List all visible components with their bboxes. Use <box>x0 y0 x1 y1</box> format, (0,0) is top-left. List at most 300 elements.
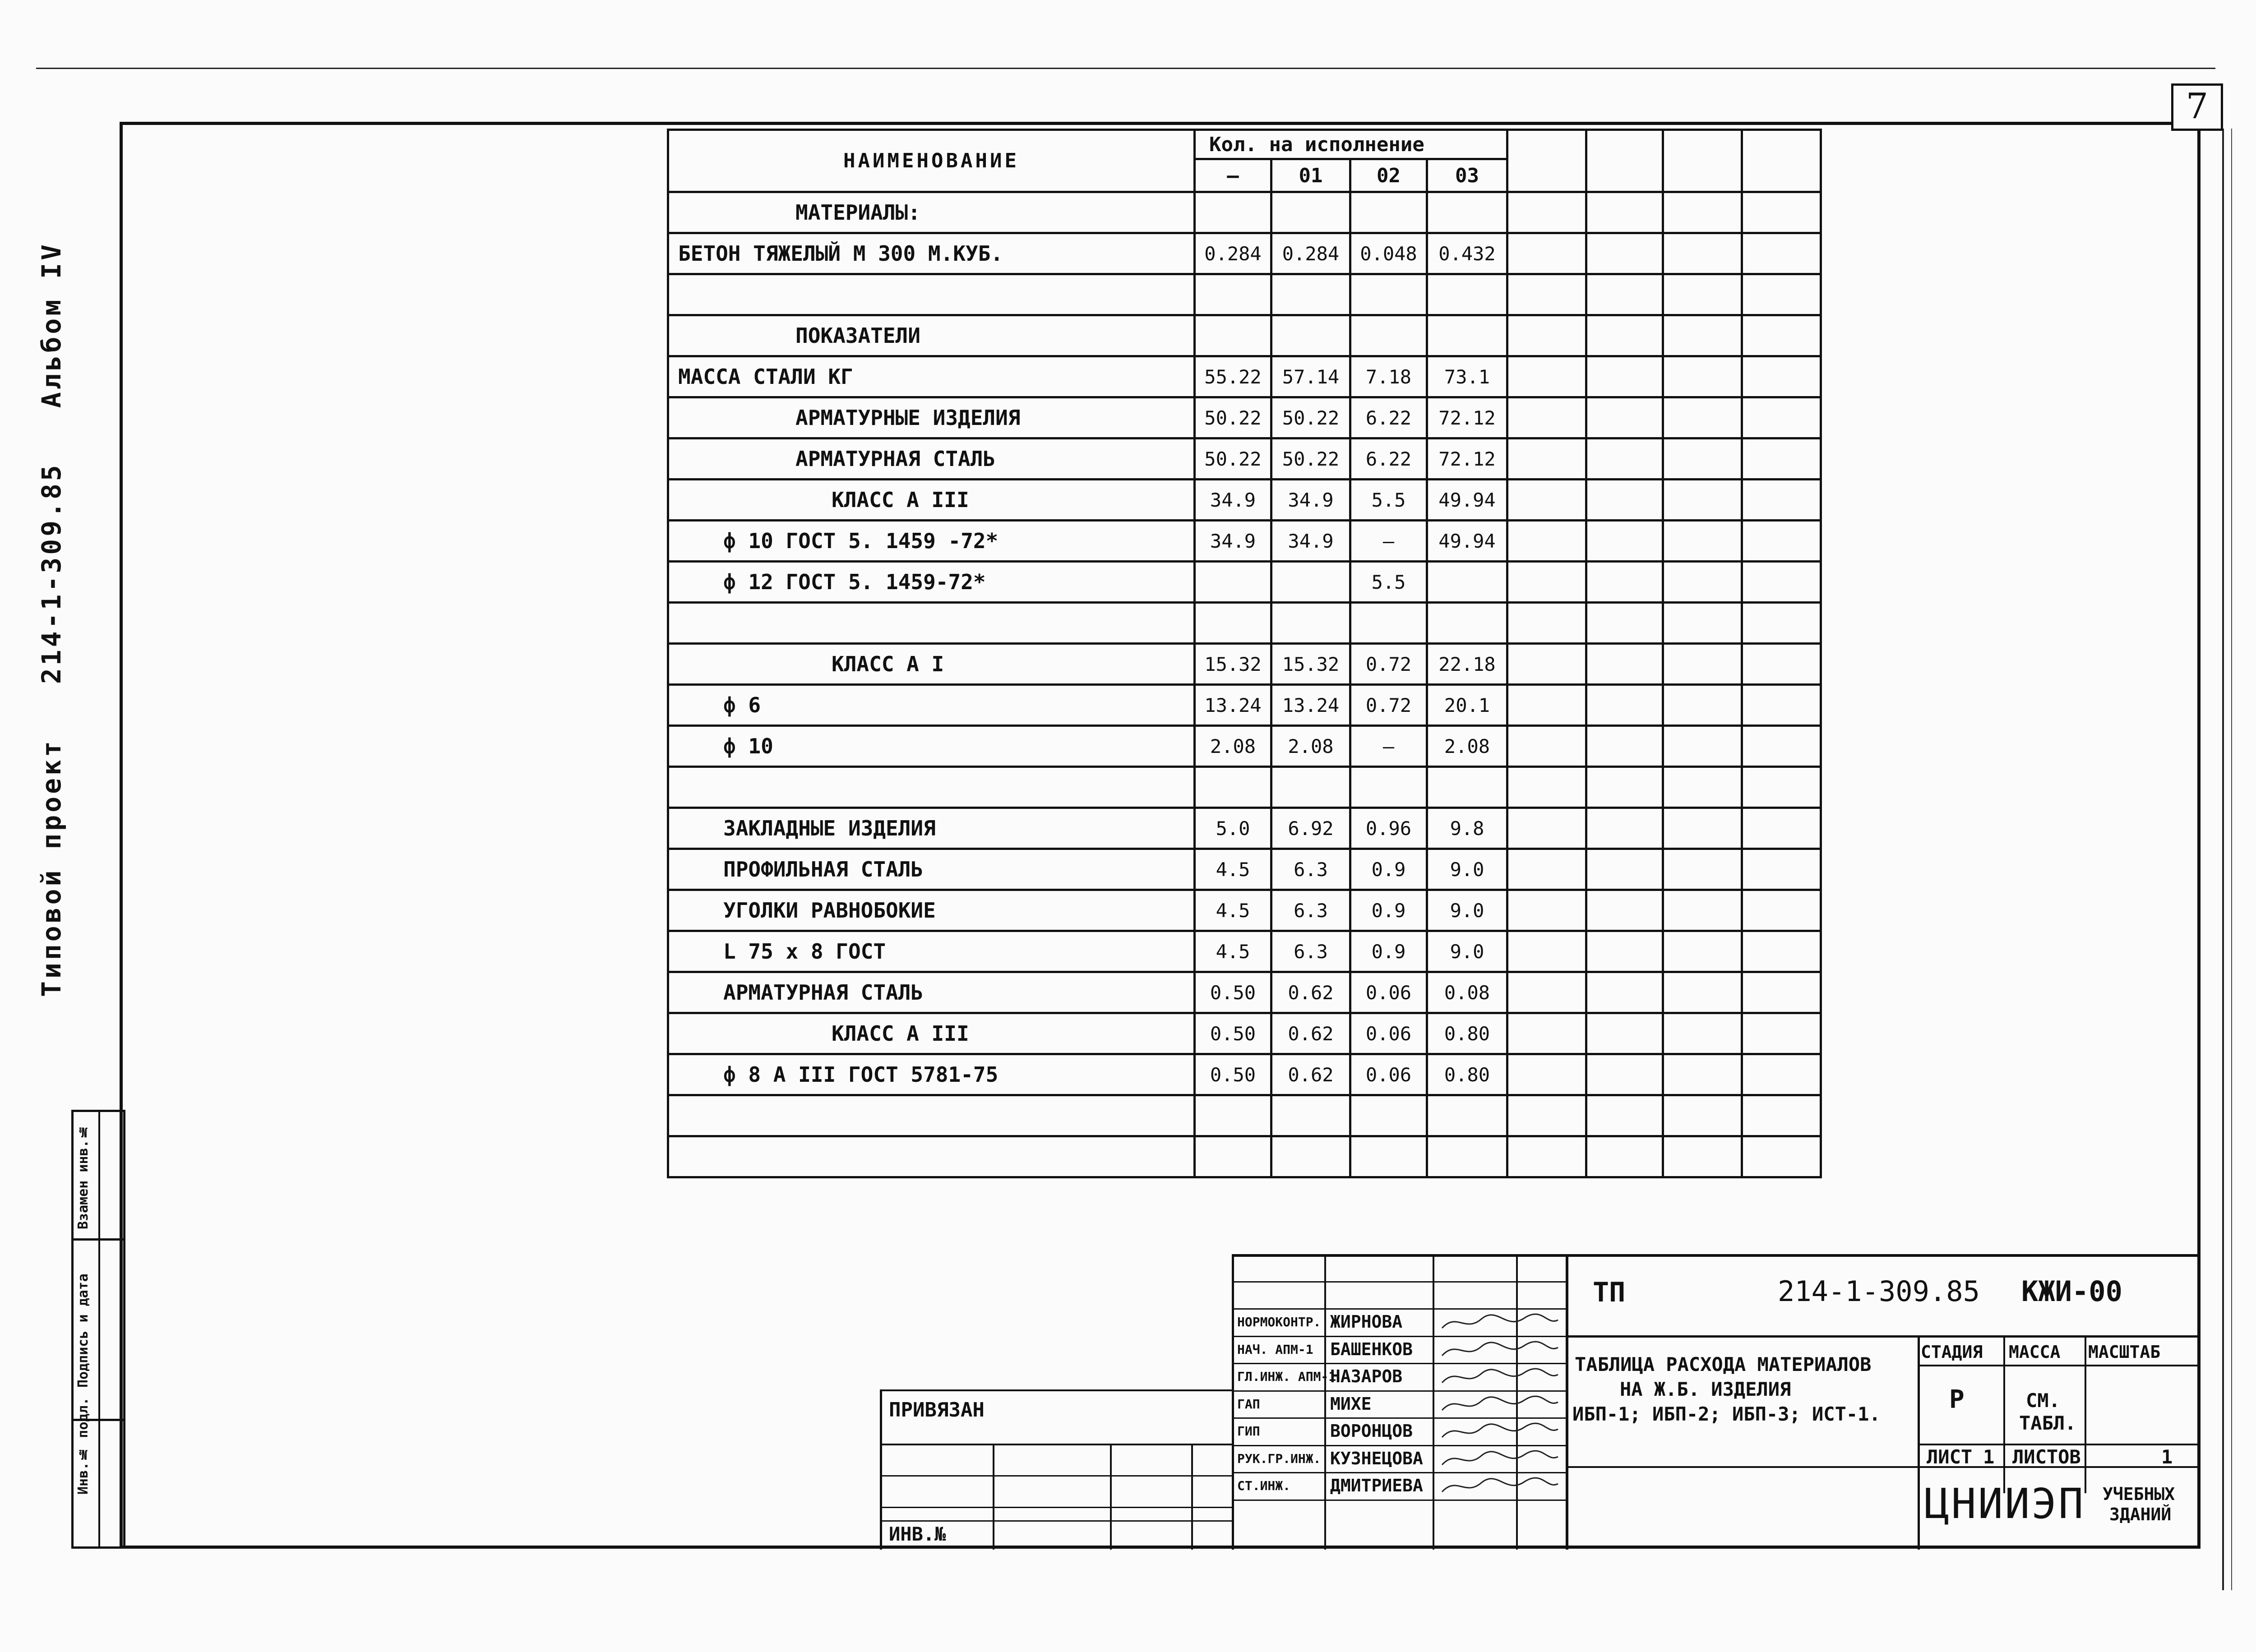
table-row <box>668 767 1821 808</box>
variant-01: 01 <box>1271 159 1350 192</box>
empty-cell <box>1507 274 1586 315</box>
sheets-label: ЛИСТОВ <box>2012 1446 2081 1468</box>
row-value: 50.22 <box>1195 397 1271 438</box>
top-rule <box>36 68 2215 69</box>
signer-name: ЖИРНОВА <box>1330 1312 1403 1332</box>
signer-name: МИХЕ <box>1330 1394 1372 1414</box>
empty-cell <box>1663 931 1742 972</box>
row-value: 6.22 <box>1350 438 1427 480</box>
empty-cell <box>1742 1136 1821 1177</box>
row-value <box>1195 274 1271 315</box>
empty-cell <box>1663 726 1742 767</box>
row-value <box>1427 1095 1507 1136</box>
row-value <box>1350 1136 1427 1177</box>
row-name: ф 8 А III ГОСТ 5781-75 <box>668 1054 1195 1095</box>
stage-value: Р <box>1949 1385 1965 1414</box>
empty-cell <box>1663 603 1742 644</box>
empty-cell <box>1663 1136 1742 1177</box>
empty-cell <box>1586 849 1663 890</box>
row-value <box>1271 1136 1350 1177</box>
empty-cell <box>1663 562 1742 603</box>
signature-scribble <box>1438 1447 1560 1471</box>
stamp-label-replace-inv: Взамен инв.№ <box>75 1124 91 1229</box>
mark-code: КЖИ-00 <box>2021 1275 2122 1308</box>
row-name: МАТЕРИАЛЫ: <box>668 192 1195 233</box>
empty-cell <box>1742 356 1821 397</box>
row-value: 0.96 <box>1350 808 1427 849</box>
mass-value-2: ТАБЛ. <box>2019 1412 2076 1434</box>
empty-cell <box>1742 1013 1821 1054</box>
row-value: 0.80 <box>1427 1013 1507 1054</box>
empty-cell <box>1586 726 1663 767</box>
table-row <box>668 685 1821 726</box>
row-value: 34.9 <box>1271 480 1350 521</box>
row-value <box>1427 1136 1507 1177</box>
row-value <box>1271 315 1350 356</box>
empty-cell <box>1742 931 1821 972</box>
empty-cell <box>1507 521 1586 562</box>
table-row <box>668 1136 1821 1177</box>
empty-cell <box>1663 972 1742 1013</box>
empty-cell <box>1742 808 1821 849</box>
empty-cell <box>1586 808 1663 849</box>
row-value: 0.06 <box>1350 1013 1427 1054</box>
row-value: 15.32 <box>1195 644 1271 685</box>
sheet-label: ЛИСТ <box>1927 1446 1973 1468</box>
row-value: 6.3 <box>1271 849 1350 890</box>
row-value <box>1271 603 1350 644</box>
table-row <box>668 726 1821 767</box>
row-value: 0.62 <box>1271 972 1350 1013</box>
empty-cell <box>1742 192 1821 233</box>
empty-cell <box>1586 192 1663 233</box>
row-value: 0.432 <box>1427 233 1507 274</box>
row-name <box>668 1095 1195 1136</box>
signer-name: НАЗАРОВ <box>1330 1366 1403 1386</box>
row-value: 5.0 <box>1195 808 1271 849</box>
row-value: 5.5 <box>1350 480 1427 521</box>
empty-cell <box>1586 562 1663 603</box>
row-value: 0.62 <box>1271 1054 1350 1095</box>
empty-cell <box>1507 438 1586 480</box>
signer-name: КУЗНЕЦОВА <box>1330 1448 1423 1468</box>
row-value: 73.1 <box>1427 356 1507 397</box>
empty-cell <box>1586 521 1663 562</box>
row-value: 34.9 <box>1271 521 1350 562</box>
empty-cell <box>1507 726 1586 767</box>
row-value <box>1427 562 1507 603</box>
empty-cell <box>1663 274 1742 315</box>
empty-cell <box>1742 1095 1821 1136</box>
empty-cell <box>1663 397 1742 438</box>
signature-scribble <box>1438 1338 1560 1362</box>
empty-cell <box>1586 480 1663 521</box>
row-value: 50.22 <box>1195 438 1271 480</box>
stamp-label-signature-date: Подпись и дата <box>75 1274 91 1388</box>
row-value: 57.14 <box>1271 356 1350 397</box>
row-value: 49.94 <box>1427 480 1507 521</box>
row-name: КЛАСС А III <box>668 1013 1195 1054</box>
row-value: 4.5 <box>1195 849 1271 890</box>
row-name: АРМАТУРНЫЕ ИЗДЕЛИЯ <box>668 397 1195 438</box>
empty-cell <box>1742 1054 1821 1095</box>
row-name: МАССА СТАЛИ КГ <box>668 356 1195 397</box>
row-value <box>1427 603 1507 644</box>
stamp-label-inv-orig: Инв.№ подл. <box>75 1397 91 1495</box>
bound-label: ПРИВЯЗАН <box>889 1398 985 1421</box>
row-value: — <box>1350 726 1427 767</box>
empty-cell <box>1742 685 1821 726</box>
signer-role: ГИП <box>1237 1424 1260 1439</box>
row-name: ф 10 <box>668 726 1195 767</box>
row-name: УГОЛКИ РАВНОБОКИЕ <box>668 890 1195 931</box>
row-value: 9.0 <box>1427 849 1507 890</box>
row-name: АРМАТУРНАЯ СТАЛЬ <box>668 438 1195 480</box>
empty-cell <box>1586 356 1663 397</box>
row-value <box>1195 1136 1271 1177</box>
empty-cell <box>1507 397 1586 438</box>
table-row <box>668 972 1821 1013</box>
empty-cell <box>1586 1054 1663 1095</box>
empty-cell <box>1586 644 1663 685</box>
row-value <box>1195 1095 1271 1136</box>
empty-cell <box>1507 1054 1586 1095</box>
row-value <box>1195 315 1271 356</box>
row-value: 0.06 <box>1350 972 1427 1013</box>
empty-cell <box>1586 1013 1663 1054</box>
row-value: 13.24 <box>1271 685 1350 726</box>
row-value: 50.22 <box>1271 438 1350 480</box>
row-value: 0.50 <box>1195 972 1271 1013</box>
empty-cell <box>1586 972 1663 1013</box>
row-value: 2.08 <box>1271 726 1350 767</box>
row-value: 0.9 <box>1350 890 1427 931</box>
row-value: 0.72 <box>1350 644 1427 685</box>
empty-cell <box>1663 808 1742 849</box>
row-value: 34.9 <box>1195 521 1271 562</box>
table-row <box>668 890 1821 931</box>
table-row <box>668 397 1821 438</box>
empty-cell <box>1663 1013 1742 1054</box>
row-value: 0.06 <box>1350 1054 1427 1095</box>
row-name: АРМАТУРНАЯ СТАЛЬ <box>668 972 1195 1013</box>
side-title-prefix: Типовой проект <box>36 738 67 997</box>
row-value: 55.22 <box>1195 356 1271 397</box>
table-row <box>668 438 1821 480</box>
empty-cell <box>1663 233 1742 274</box>
mass-value-1: СМ. <box>2026 1389 2060 1412</box>
row-value <box>1271 1095 1350 1136</box>
row-value: 9.0 <box>1427 890 1507 931</box>
row-value: 15.32 <box>1271 644 1350 685</box>
row-value <box>1427 315 1507 356</box>
empty-cell <box>1663 767 1742 808</box>
empty-cell <box>1507 1095 1586 1136</box>
empty-cell <box>1742 603 1821 644</box>
left-stamp-strip <box>71 1110 125 1549</box>
doc-title-line-2: НА Ж.Б. ИЗДЕЛИЯ <box>1620 1378 1791 1400</box>
materials-table <box>667 129 1822 1178</box>
row-value: 5.5 <box>1350 562 1427 603</box>
row-value: 72.12 <box>1427 438 1507 480</box>
empty-cell <box>1507 685 1586 726</box>
row-value <box>1350 192 1427 233</box>
row-name: ф 10 ГОСТ 5. 1459 -72* <box>668 521 1195 562</box>
empty-cell <box>1586 685 1663 726</box>
signature-scribble <box>1438 1474 1560 1498</box>
stage-label: СТАДИЯ <box>1921 1342 1983 1362</box>
empty-cell <box>1586 890 1663 931</box>
sheet-value: 1 <box>1983 1446 1995 1468</box>
empty-cell <box>1586 438 1663 480</box>
row-value: 4.5 <box>1195 931 1271 972</box>
row-value <box>1195 603 1271 644</box>
row-value: 0.284 <box>1271 233 1350 274</box>
header-name: НАИМЕНОВАНИЕ <box>668 130 1195 192</box>
doc-title-line-1: ТАБЛИЦА РАСХОДА МАТЕРИАЛОВ <box>1575 1353 1872 1375</box>
variant-base: — <box>1195 159 1271 192</box>
side-title <box>36 241 67 997</box>
empty-cell <box>1507 480 1586 521</box>
row-value <box>1350 274 1427 315</box>
table-row <box>668 274 1821 315</box>
empty-cell <box>1507 315 1586 356</box>
row-name <box>668 767 1195 808</box>
table-row <box>668 521 1821 562</box>
row-value: 2.08 <box>1195 726 1271 767</box>
row-name: ПРОФИЛЬНАЯ СТАЛЬ <box>668 849 1195 890</box>
row-value: 0.72 <box>1350 685 1427 726</box>
empty-cell <box>1742 767 1821 808</box>
empty-cell <box>1586 1136 1663 1177</box>
empty-cell <box>1507 233 1586 274</box>
row-value: 13.24 <box>1195 685 1271 726</box>
empty-cell <box>1663 890 1742 931</box>
row-value: 0.048 <box>1350 233 1427 274</box>
table-row <box>668 644 1821 685</box>
empty-cell <box>1663 315 1742 356</box>
empty-cell <box>1663 1095 1742 1136</box>
signer-name: БАШЕНКОВ <box>1330 1339 1413 1359</box>
empty-cell <box>1742 890 1821 931</box>
empty-cell <box>1586 1095 1663 1136</box>
empty-cell <box>1507 972 1586 1013</box>
table-row <box>668 849 1821 890</box>
signature-scribble <box>1438 1392 1560 1417</box>
table-row <box>668 808 1821 849</box>
empty-cell <box>1507 808 1586 849</box>
scale-label: МАСШТАБ <box>2088 1342 2161 1362</box>
empty-cell <box>1507 1013 1586 1054</box>
empty-cell <box>1586 274 1663 315</box>
empty-cell <box>1663 356 1742 397</box>
row-value <box>1350 315 1427 356</box>
row-name: КЛАСС А III <box>668 480 1195 521</box>
row-value: 0.50 <box>1195 1054 1271 1095</box>
empty-cell <box>1742 233 1821 274</box>
row-value: 6.3 <box>1271 890 1350 931</box>
variant-02: 02 <box>1350 159 1427 192</box>
row-value <box>1195 192 1271 233</box>
row-value: 20.1 <box>1427 685 1507 726</box>
row-value: 0.50 <box>1195 1013 1271 1054</box>
row-value <box>1271 562 1350 603</box>
row-value: 0.9 <box>1350 849 1427 890</box>
table-row <box>668 315 1821 356</box>
empty-cell <box>1586 397 1663 438</box>
row-value <box>1195 767 1271 808</box>
row-value: 72.12 <box>1427 397 1507 438</box>
row-value: 0.08 <box>1427 972 1507 1013</box>
empty-cell <box>1742 849 1821 890</box>
empty-cell <box>1507 849 1586 890</box>
row-value: 0.9 <box>1350 931 1427 972</box>
table-row <box>668 1013 1821 1054</box>
empty-cell <box>1586 931 1663 972</box>
empty-cell <box>1507 562 1586 603</box>
row-name: ЗАКЛАДНЫЕ ИЗДЕЛИЯ <box>668 808 1195 849</box>
empty-cell <box>1663 644 1742 685</box>
row-value: 2.08 <box>1427 726 1507 767</box>
row-value: 4.5 <box>1195 890 1271 931</box>
row-value: 0.284 <box>1195 233 1271 274</box>
signer-role: НОРМОКОНТР. <box>1237 1315 1321 1329</box>
signature-scribble <box>1438 1365 1560 1389</box>
signer-role: СТ.ИНЖ. <box>1237 1478 1291 1493</box>
empty-cell <box>1742 274 1821 315</box>
signer-role: РУК.ГР.ИНЖ. <box>1237 1451 1321 1466</box>
empty-cell <box>1507 356 1586 397</box>
sheet-number: 7 <box>2171 83 2223 131</box>
row-value: 9.0 <box>1427 931 1507 972</box>
empty-cell <box>1742 480 1821 521</box>
table-row <box>668 1095 1821 1136</box>
row-value <box>1427 192 1507 233</box>
row-value: 0.62 <box>1271 1013 1350 1054</box>
empty-cell <box>1507 890 1586 931</box>
empty-cell <box>1507 603 1586 644</box>
empty-cell <box>1586 233 1663 274</box>
row-name <box>668 1136 1195 1177</box>
empty-cell <box>1663 685 1742 726</box>
row-value: 9.8 <box>1427 808 1507 849</box>
row-name: ф 6 <box>668 685 1195 726</box>
table-row <box>668 192 1821 233</box>
empty-cell <box>1663 438 1742 480</box>
signature-scribble <box>1438 1310 1560 1334</box>
org-sub-1: УЧЕБНЫХ <box>2103 1484 2175 1504</box>
tp-label: ТП <box>1593 1277 1626 1308</box>
row-name: ПОКАЗАТЕЛИ <box>668 315 1195 356</box>
empty-cell <box>1742 397 1821 438</box>
row-value: 6.22 <box>1350 397 1427 438</box>
table-row <box>668 603 1821 644</box>
empty-cell <box>1507 767 1586 808</box>
row-name <box>668 603 1195 644</box>
row-value <box>1427 274 1507 315</box>
signer-name: ВОРОНЦОВ <box>1330 1421 1413 1441</box>
row-value: — <box>1350 521 1427 562</box>
row-value <box>1271 767 1350 808</box>
sheets-value: 1 <box>2161 1446 2173 1468</box>
table-row <box>668 931 1821 972</box>
row-value: 6.3 <box>1271 931 1350 972</box>
mass-label: МАССА <box>2009 1342 2061 1362</box>
empty-cell <box>1742 644 1821 685</box>
row-value: 34.9 <box>1195 480 1271 521</box>
row-name: ф 12 ГОСТ 5. 1459-72* <box>668 562 1195 603</box>
empty-cell <box>1742 521 1821 562</box>
empty-cell <box>1507 1136 1586 1177</box>
row-value: 49.94 <box>1427 521 1507 562</box>
empty-cell <box>1663 480 1742 521</box>
org-sub-2: ЗДАНИЙ <box>2109 1504 2172 1524</box>
empty-cell <box>1663 521 1742 562</box>
signer-role: ГАП <box>1237 1396 1260 1412</box>
signer-name: ДМИТРИЕВА <box>1330 1476 1423 1495</box>
row-value: 6.92 <box>1271 808 1350 849</box>
signer-role: НАЧ. АПМ-1 <box>1237 1342 1313 1357</box>
empty-cell <box>1663 849 1742 890</box>
row-value: 7.18 <box>1350 356 1427 397</box>
row-value <box>1350 1095 1427 1136</box>
right-edge-line <box>2222 129 2224 1590</box>
empty-cell <box>1742 726 1821 767</box>
table-row <box>668 562 1821 603</box>
row-value: 0.80 <box>1427 1054 1507 1095</box>
side-album: Альбом IV <box>36 241 67 408</box>
side-project-number: 214-1-309.85 <box>36 462 67 684</box>
row-name: БЕТОН ТЯЖЕЛЫЙ М 300 М.КУБ. <box>668 233 1195 274</box>
empty-cell <box>1507 931 1586 972</box>
row-name: КЛАСС А I <box>668 644 1195 685</box>
variant-03: 03 <box>1427 159 1507 192</box>
empty-cell <box>1742 562 1821 603</box>
table-row <box>668 356 1821 397</box>
doc-title-line-3: ИБП-1; ИБП-2; ИБП-3; ИСТ-1. <box>1572 1403 1881 1425</box>
empty-cell <box>1586 767 1663 808</box>
doc-code: 214-1-309.85 <box>1778 1275 1980 1308</box>
row-name: L 75 x 8 ГОСТ <box>668 931 1195 972</box>
row-value <box>1350 767 1427 808</box>
row-value <box>1350 603 1427 644</box>
empty-cell <box>1663 192 1742 233</box>
row-value: 50.22 <box>1271 397 1350 438</box>
empty-cell <box>1742 438 1821 480</box>
inv-label: ИНВ.№ <box>889 1523 946 1545</box>
signature-scribble <box>1438 1419 1560 1444</box>
signer-role: ГЛ.ИНЖ. АПМ-1 <box>1237 1369 1336 1384</box>
row-value <box>1271 274 1350 315</box>
table-row <box>668 233 1821 274</box>
row-value <box>1271 192 1350 233</box>
empty-cell <box>1507 192 1586 233</box>
right-edge-line-2 <box>2231 129 2232 1590</box>
table-row <box>668 1054 1821 1095</box>
table-row <box>668 480 1821 521</box>
title-block <box>889 1254 2197 1550</box>
org-name: ЦНИИЭП <box>1924 1480 2085 1528</box>
row-value <box>1427 767 1507 808</box>
empty-cell <box>1663 1054 1742 1095</box>
row-value <box>1195 562 1271 603</box>
empty-cell <box>1507 644 1586 685</box>
empty-cell <box>1586 603 1663 644</box>
empty-cell <box>1742 315 1821 356</box>
empty-cell <box>1586 315 1663 356</box>
header-qty: Кол. на исполнение <box>1195 130 1507 159</box>
row-value: 22.18 <box>1427 644 1507 685</box>
